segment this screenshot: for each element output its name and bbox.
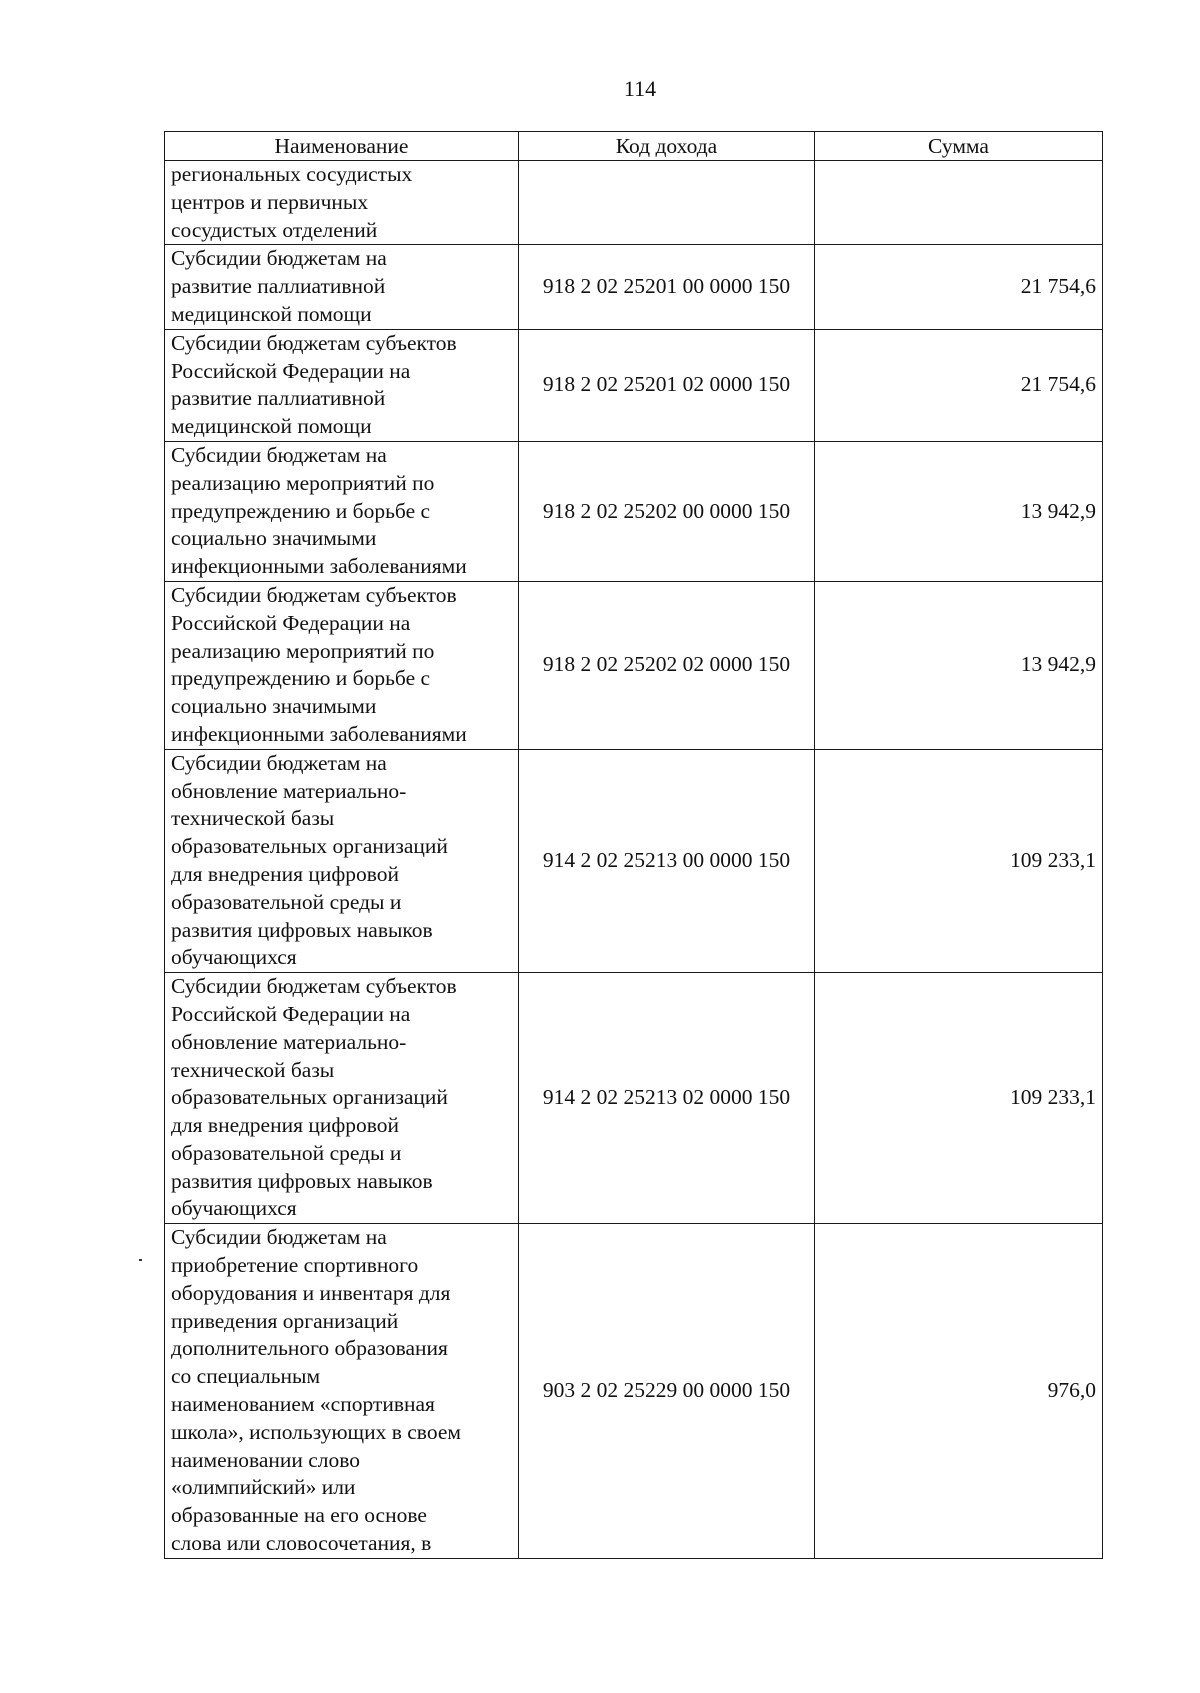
revenue-name-line: Субсидии бюджетам субъектов — [171, 582, 457, 607]
revenue-name-line: для внедрения цифровой — [171, 1113, 400, 1138]
revenue-name-line: для внедрения цифровой — [171, 861, 400, 886]
revenue-code-cell: 918 2 02 25202 00 0000 150 — [519, 441, 815, 581]
revenue-name-line: слова или словосочетания, в — [171, 1531, 432, 1556]
revenue-sum-cell: 13 942,9 — [815, 581, 1103, 749]
revenue-name-line: образовательной среды и — [171, 889, 402, 914]
revenue-code-cell: 914 2 02 25213 00 0000 150 — [519, 749, 815, 972]
revenue-code-cell: 914 2 02 25213 02 0000 150 — [519, 973, 815, 1224]
revenue-table — [164, 131, 1103, 1559]
revenue-name-line: Субсидии бюджетам субъектов — [171, 974, 457, 999]
revenue-name-line: развития цифровых навыков — [171, 917, 433, 942]
revenue-code-cell: 918 2 02 25201 00 0000 150 — [519, 245, 815, 329]
revenue-name-line: Субсидии бюджетам на — [171, 1225, 387, 1250]
revenue-name-line: региональных сосудистых — [171, 162, 413, 186]
revenue-code-cell: 918 2 02 25202 02 0000 150 — [519, 581, 815, 749]
revenue-name-line: наименовании слово — [171, 1447, 361, 1472]
revenue-name-cell — [165, 161, 519, 245]
table-row — [165, 581, 1103, 749]
table-header-row — [165, 132, 1103, 161]
revenue-name-line: оборудования и инвентаря для — [171, 1280, 451, 1305]
revenue-name-line: приобретение спортивного — [171, 1253, 419, 1278]
revenue-name-line: образовательных организаций — [171, 834, 448, 859]
page-number: 114 — [623, 76, 657, 101]
revenue-name-cell — [165, 245, 519, 329]
revenue-name-line: приведения организаций — [171, 1308, 399, 1333]
revenue-name-line: реализацию мероприятий по — [171, 470, 435, 495]
revenue-name-line: со специальным — [171, 1364, 321, 1389]
revenue-name-line: развитие паллиативной — [171, 274, 386, 299]
table-row — [165, 161, 1103, 245]
revenue-name-line: обновление материально- — [171, 1029, 407, 1054]
revenue-name-line: образовательной среды и — [171, 1140, 402, 1165]
revenue-name-cell — [165, 441, 519, 581]
revenue-code-cell: 918 2 02 25201 02 0000 150 — [519, 329, 815, 441]
table-body — [165, 161, 1103, 1559]
revenue-name-line: школа», использующих в своем — [171, 1419, 461, 1444]
revenue-name-line: обучающихся — [171, 1196, 297, 1221]
revenue-sum-cell: 109 233,1 — [815, 973, 1103, 1224]
revenue-name-line: Субсидии бюджетам на — [171, 246, 387, 271]
revenue-name-line: Субсидии бюджетам субъектов — [171, 330, 457, 355]
revenue-name-line: Российской Федерации на — [171, 358, 411, 383]
revenue-name-line: инфекционными заболеваниями — [171, 721, 467, 746]
table-row — [165, 441, 1103, 581]
revenue-name-cell — [165, 749, 519, 972]
revenue-name-line: сосудистых отделений — [171, 217, 378, 242]
revenue-name-line: центров и первичных — [171, 189, 369, 214]
revenue-name-line: дополнительного образования — [171, 1336, 448, 1361]
revenue-sum-cell: 13 942,9 — [815, 441, 1103, 581]
revenue-name-line: «олимпийский» или — [171, 1475, 356, 1500]
revenue-name-line: технической базы — [171, 806, 335, 831]
revenue-name-line: развития цифровых навыков — [171, 1168, 433, 1193]
revenue-sum-cell — [815, 161, 1103, 245]
revenue-name-line: образованные на его основе — [171, 1503, 427, 1528]
revenue-name-cell — [165, 329, 519, 441]
table-row — [165, 1224, 1103, 1559]
revenue-name-line: Субсидии бюджетам на — [171, 442, 387, 467]
table-row — [165, 973, 1103, 1224]
revenue-name-cell — [165, 581, 519, 749]
revenue-name-line: предупреждению и борьбе с — [171, 498, 431, 523]
header-name: Наименование — [165, 132, 519, 161]
revenue-name-line: реализацию мероприятий по — [171, 638, 435, 663]
revenue-code-cell: 903 2 02 25229 00 0000 150 — [519, 1224, 815, 1559]
revenue-name-cell — [165, 1224, 519, 1559]
header-sum: Сумма — [815, 132, 1103, 161]
revenue-sum-cell: 109 233,1 — [815, 749, 1103, 972]
revenue-name-line: инфекционными заболеваниями — [171, 554, 467, 579]
table-row — [165, 245, 1103, 329]
revenue-name-line: медицинской помощи — [171, 301, 372, 326]
revenue-name-line: Российской Федерации на — [171, 610, 411, 635]
revenue-name-line: предупреждению и борьбе с — [171, 666, 431, 691]
revenue-name-line: Субсидии бюджетам на — [171, 750, 387, 775]
revenue-name-line: образовательных организаций — [171, 1085, 448, 1110]
revenue-name-line: развитие паллиативной — [171, 386, 386, 411]
revenue-name-line: обновление материально- — [171, 778, 407, 803]
revenue-sum-cell: 21 754,6 — [815, 245, 1103, 329]
revenue-name-line: медицинской помощи — [171, 414, 372, 439]
revenue-name-cell — [165, 973, 519, 1224]
table-row — [165, 329, 1103, 441]
revenue-sum-cell: 976,0 — [815, 1224, 1103, 1559]
revenue-name-line: технической базы — [171, 1057, 335, 1082]
header-code: Код дохода — [519, 132, 815, 161]
margin-mark — [139, 1259, 142, 1261]
revenue-name-line: социально значимыми — [171, 694, 377, 719]
revenue-name-line: обучающихся — [171, 945, 297, 970]
revenue-name-line: социально значимыми — [171, 526, 377, 551]
revenue-sum-cell: 21 754,6 — [815, 329, 1103, 441]
revenue-name-line: Российской Федерации на — [171, 1001, 411, 1026]
table-row — [165, 749, 1103, 972]
revenue-name-line: наименованием «спортивная — [171, 1392, 435, 1417]
revenue-code-cell — [519, 161, 815, 245]
